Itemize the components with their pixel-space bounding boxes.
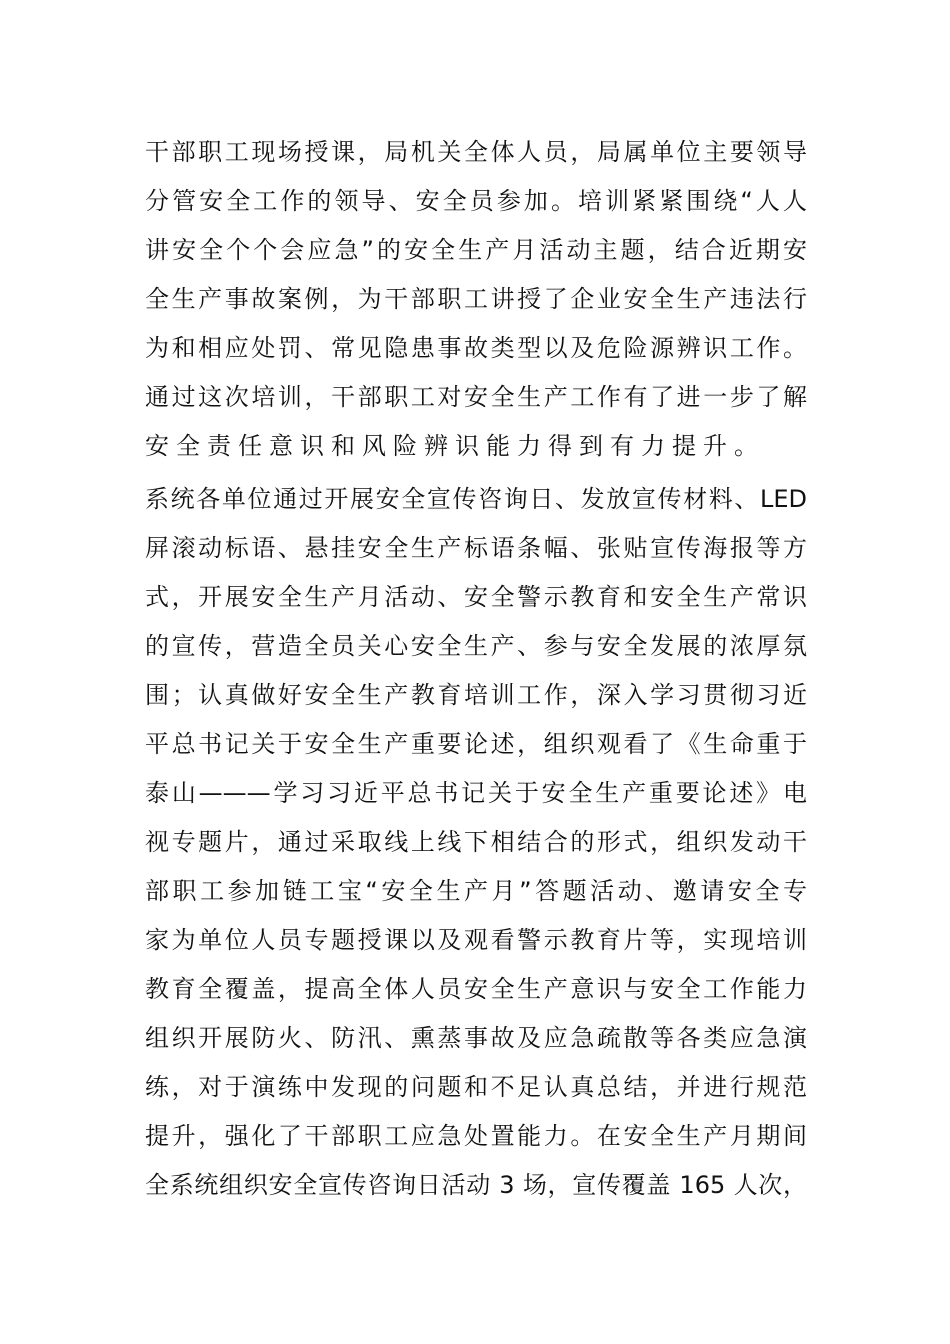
text-line: 视专题片，通过采取线上线下相结合的形式，组织发动干 xyxy=(145,828,807,856)
text-line: 教育全覆盖，提高全体人员安全生产意识与安全工作能力 xyxy=(145,975,807,1003)
text-line: 全生产事故案例，为干部职工讲授了企业安全生产违法行 xyxy=(145,285,807,313)
text-line: 练，对于演练中发现的问题和不足认真总结，并进行规范 xyxy=(145,1073,807,1101)
text-line: 围；认真做好安全生产教育培训工作，深入学习贯彻习近 xyxy=(145,681,807,709)
text-line: 式，开展安全生产月活动、安全警示教育和安全生产常识 xyxy=(145,583,807,611)
text-line: 部职工参加链工宝“安全生产月”答题活动、邀请安全专 xyxy=(145,877,807,905)
document-page xyxy=(145,128,807,1210)
text-line: 讲安全个个会应急”的安全生产月活动主题，结合近期安 xyxy=(145,236,807,264)
text-line: 安全责任意识和风险辨识能力得到有力提升。 xyxy=(145,432,765,460)
text-line: 干部职工现场授课，局机关全体人员，局属单位主要领导 xyxy=(145,138,807,166)
text-line: 家为单位人员专题授课以及观看警示教育片等，实现培训 xyxy=(145,926,807,954)
paragraph-publicity xyxy=(145,475,807,1210)
text-line: 平总书记关于安全生产重要论述，组织观看了《生命重于 xyxy=(145,730,807,758)
text-line: 屏滚动标语、悬挂安全生产标语条幅、张贴宣传海报等方 xyxy=(145,534,807,562)
text-line: 泰山———学习习近平总书记关于安全生产重要论述》电 xyxy=(145,779,807,807)
paragraph-training xyxy=(145,128,807,471)
text-line: 分管安全工作的领导、安全员参加。培训紧紧围绕“人人 xyxy=(145,187,807,215)
text-line: 全系统组织安全宣传咨询日活动 3 场，宣传覆盖 165 人次， xyxy=(145,1171,807,1199)
text-line: 为和相应处罚、常见隐患事故类型以及危险源辨识工作。 xyxy=(145,334,807,362)
text-line: 系统各单位通过开展安全宣传咨询日、发放宣传材料、LED xyxy=(145,485,807,513)
text-line: 的宣传，营造全员关心安全生产、参与安全发展的浓厚氛 xyxy=(145,632,807,660)
text-line: 提升，强化了干部职工应急处置能力。在安全生产月期间 xyxy=(145,1122,807,1150)
text-line: 通过这次培训，干部职工对安全生产工作有了进一步了解 xyxy=(145,383,807,411)
text-line: 组织开展防火、防汛、熏蒸事故及应急疏散等各类应急演 xyxy=(145,1024,807,1052)
